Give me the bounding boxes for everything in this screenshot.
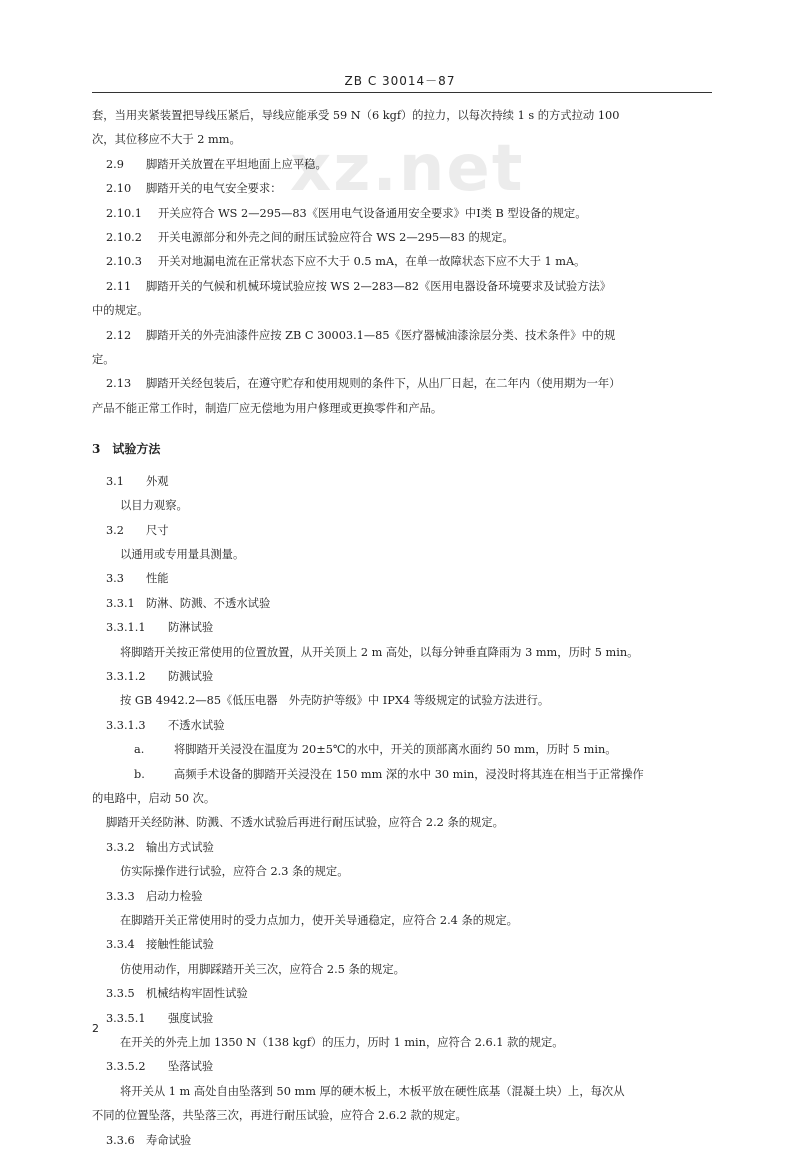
- text-line: 套，当用夹紧装置把导线压紧后，导线应能承受 59 N（6 kgf）的拉力，以每次持续 1 s 的方式拉动 100: [92, 109, 620, 122]
- method-text: 脚踏开关经防淋、防溅、不透水试验后再进行耐压试验，应符合 2.2 条的规定。: [106, 816, 504, 830]
- clause-3-3: 3.3 性能: [106, 572, 169, 586]
- clause-2-10-3: 2.10.3 开关对地漏电流在正常状态下应不大于 0.5 mA，在单一故障状态下应不大于 1 mA。: [106, 255, 586, 269]
- clause-3-3-5-1: 3.3.5.1 强度试验: [106, 1011, 214, 1025]
- page-number: 2: [92, 1022, 99, 1035]
- method-text: 仿使用动作，用脚踩踏开关三次，应符合 2.5 条的规定。: [120, 962, 405, 976]
- clause-3-3-5: 3.3.5 机械结构牢固性试验: [106, 987, 248, 1001]
- clause-3-3-4: 3.3.4 接触性能试验: [106, 938, 214, 952]
- clause-3-3-1: 3.3.1 防淋、防溅、不透水试验: [106, 596, 271, 610]
- clause-2-11: 2.11 脚踏开关的气候和机械环境试验应按 WS 2—283—82《医用电器设备环境要求及试验方法》: [106, 279, 612, 293]
- method-text: 将开关从 1 m 高处自由坠落到 50 mm 厚的硬木板上，木板平放在硬性底基（混凝土块）上，每次从: [120, 1084, 625, 1098]
- method-text: 在脚踏开关正常使用时的受力点加力，使开关导通稳定，应符合 2.4 条的规定。: [120, 914, 518, 927]
- method-text: 按 GB 4942.2—85《低压电器 外壳防护等级》中 IPX4 等级规定的试验方法进行。: [120, 694, 550, 708]
- clause-2-10-1: 2.10.1 开关应符合 WS 2—295—83《医用电气设备通用安全要求》中Ⅰ类 B 型设备的规定。: [106, 206, 587, 220]
- list-item-a: a. 将脚踏开关浸没在温度为 20±5℃的水中，开关的顶部离水面约 50 mm，历时 5 min。: [134, 743, 617, 757]
- clause-3-3-5-2: 3.3.5.2 坠落试验: [106, 1060, 214, 1074]
- method-text: 以目力观察。: [120, 499, 188, 513]
- clause-2-9: 2.9 脚踏开关放置在平坦地面上应平稳。: [106, 157, 327, 171]
- clause-2-11-cont: 中的规定。: [92, 304, 149, 318]
- clause-2-13-cont: 产品不能正常工作时，制造厂应无偿地为用户修理或更换零件和产品。: [92, 401, 443, 415]
- clause-3-3-1-3: 3.3.1.3 不透水试验: [106, 718, 225, 732]
- clause-3-3-3: 3.3.3 启动力检验: [106, 889, 203, 903]
- clause-3-1: 3.1 外观: [106, 474, 169, 488]
- clause-3-3-6: 3.3.6 寿命试验: [106, 1133, 192, 1147]
- list-item-b: b. 高频手术设备的脚踏开关浸没在 150 mm 深的水中 30 min，浸没时将其连在相当于正常操作: [134, 767, 644, 781]
- header-rule: [92, 92, 712, 93]
- method-text: 将脚踏开关按正常使用的位置放置，从开关顶上 2 m 高处，以每分钟垂直降雨为 3 mm，历时 5 min。: [120, 645, 639, 659]
- clause-2-12: 2.12 脚踏开关的外壳油漆件应按 ZB C 30003.1—85《医疗器械油漆涂层分类、技术条件》中的规: [106, 328, 616, 342]
- method-text: 仿实际操作进行试验，应符合 2.3 条的规定。: [120, 865, 349, 879]
- clause-2-12-cont: 定。: [92, 353, 115, 367]
- clause-3-2: 3.2 尺寸: [106, 523, 169, 537]
- watermark: xz.net: [290, 132, 525, 206]
- page-header-code: ZB C 30014－87: [344, 74, 456, 88]
- clause-2-10-2: 2.10.2 开关电源部分和外壳之间的耐压试验应符合 WS 2—295—83 的规定。: [106, 231, 514, 245]
- section-3-title: 3 试验方法: [92, 442, 161, 457]
- text-line: 次，其位移应不大于 2 mm。: [92, 133, 241, 147]
- clause-3-3-1-2: 3.3.1.2 防溅试验: [106, 669, 214, 683]
- clause-3-3-2: 3.3.2 输出方式试验: [106, 840, 214, 854]
- method-text: 以通用或专用量具测量。: [120, 547, 245, 561]
- clause-3-3-1-1: 3.3.1.1 防淋试验: [106, 621, 214, 635]
- clause-2-13: 2.13 脚踏开关经包装后，在遵守贮存和使用规则的条件下，从出厂日起，在二年内（使用期为一年）: [106, 377, 621, 391]
- method-text-cont: 不同的位置坠落，共坠落三次，再进行耐压试验，应符合 2.6.2 款的规定。: [92, 1109, 467, 1123]
- document-body: [92, 104, 720, 1153]
- list-item-b-cont: 的电路中，启动 50 次。: [92, 791, 216, 805]
- method-text: 在开关的外壳上加 1350 N（138 kgf）的压力，历时 1 min，应符合 2.6.1 款的规定。: [120, 1036, 564, 1050]
- clause-2-10: 2.10 脚踏开关的电气安全要求：: [106, 182, 282, 196]
